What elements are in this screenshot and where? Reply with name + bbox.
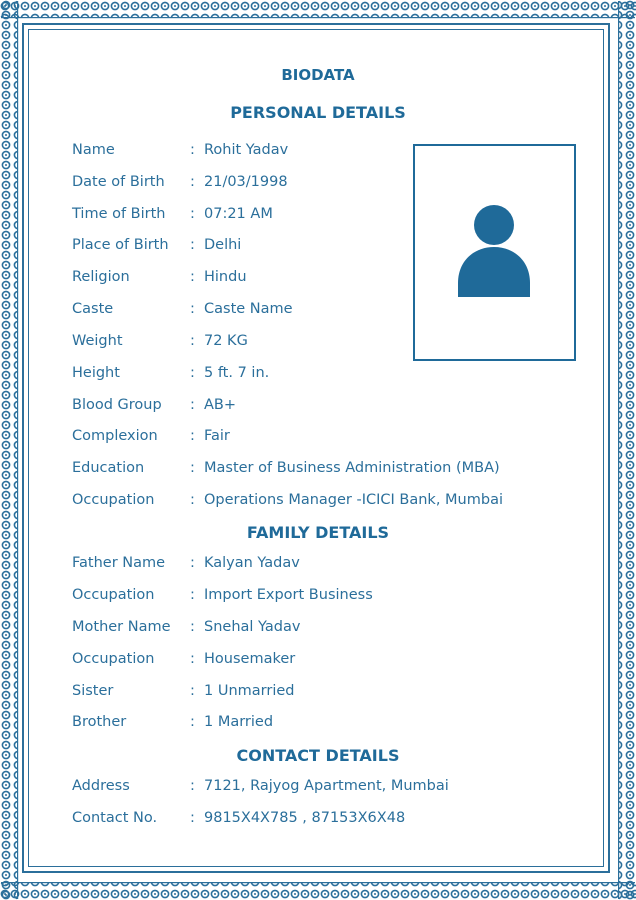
document-title: BIODATA — [281, 66, 355, 84]
field-separator: : — [190, 142, 195, 158]
field-label: Weight — [72, 333, 123, 349]
field-separator: : — [190, 237, 195, 253]
field-separator: : — [190, 428, 195, 444]
field-label: Date of Birth — [72, 174, 165, 190]
field-separator: : — [190, 714, 195, 730]
person-silhouette-icon — [458, 205, 530, 297]
field-separator: : — [190, 269, 195, 285]
field-value: Operations Manager -ICICI Bank, Mumbai — [204, 492, 503, 508]
field-label: Father Name — [72, 555, 166, 571]
field-separator: : — [190, 397, 195, 413]
field-value: 1 Unmarried — [204, 683, 295, 699]
field-separator: : — [190, 333, 195, 349]
field-separator: : — [190, 778, 195, 794]
field-value: Rohit Yadav — [204, 142, 289, 158]
field-separator: : — [190, 365, 195, 381]
field-label: Name — [72, 142, 115, 158]
field-label: Caste — [72, 301, 114, 317]
field-separator: : — [190, 492, 195, 508]
field-value: Delhi — [204, 237, 242, 253]
field-value: Kalyan Yadav — [204, 555, 300, 571]
field-value: Snehal Yadav — [204, 619, 301, 635]
field-label: Place of Birth — [72, 237, 169, 253]
field-value: 7121, Rajyog Apartment, Mumbai — [204, 778, 449, 794]
field-label: Contact No. — [72, 810, 158, 826]
field-value: 72 KG — [204, 333, 248, 349]
field-value: Fair — [204, 428, 230, 444]
family-details-heading: FAMILY DETAILS — [246, 523, 390, 542]
field-value: 5 ft. 7 in. — [204, 365, 270, 381]
field-label: Blood Group — [72, 397, 162, 413]
field-value: 21/03/1998 — [204, 174, 288, 190]
field-value: Housemaker — [204, 651, 296, 667]
field-value: 1 Married — [204, 714, 274, 730]
contact-details-heading: CONTACT DETAILS — [236, 746, 400, 765]
field-value: Caste Name — [204, 301, 293, 317]
field-label: Address — [72, 778, 130, 794]
field-value: Hindu — [204, 269, 247, 285]
field-label: Occupation — [72, 492, 155, 508]
field-label: Occupation — [72, 651, 155, 667]
field-label: Height — [72, 365, 120, 381]
field-separator: : — [190, 683, 195, 699]
field-label: Sister — [72, 683, 114, 699]
field-label: Brother — [72, 714, 127, 730]
field-separator: : — [190, 206, 195, 222]
field-separator: : — [190, 174, 195, 190]
field-separator: : — [190, 301, 195, 317]
field-value: Import Export Business — [204, 587, 373, 603]
field-label: Time of Birth — [72, 206, 166, 222]
field-label: Complexion — [72, 428, 158, 444]
field-value: 07:21 AM — [204, 206, 273, 222]
field-label: Occupation — [72, 587, 155, 603]
field-separator: : — [190, 810, 195, 826]
field-separator: : — [190, 587, 195, 603]
field-label: Education — [72, 460, 145, 476]
field-separator: : — [190, 555, 195, 571]
field-separator: : — [190, 619, 195, 635]
field-label: Mother Name — [72, 619, 171, 635]
field-separator: : — [190, 460, 195, 476]
field-value: AB+ — [204, 397, 237, 413]
field-value: Master of Business Administration (MBA) — [204, 460, 500, 476]
profile-photo-placeholder[interactable] — [413, 144, 576, 361]
field-label: Religion — [72, 269, 130, 285]
field-separator: : — [190, 651, 195, 667]
personal-details-heading: PERSONAL DETAILS — [230, 103, 406, 122]
field-value: 9815X4X785 , 87153X6X48 — [204, 810, 406, 826]
